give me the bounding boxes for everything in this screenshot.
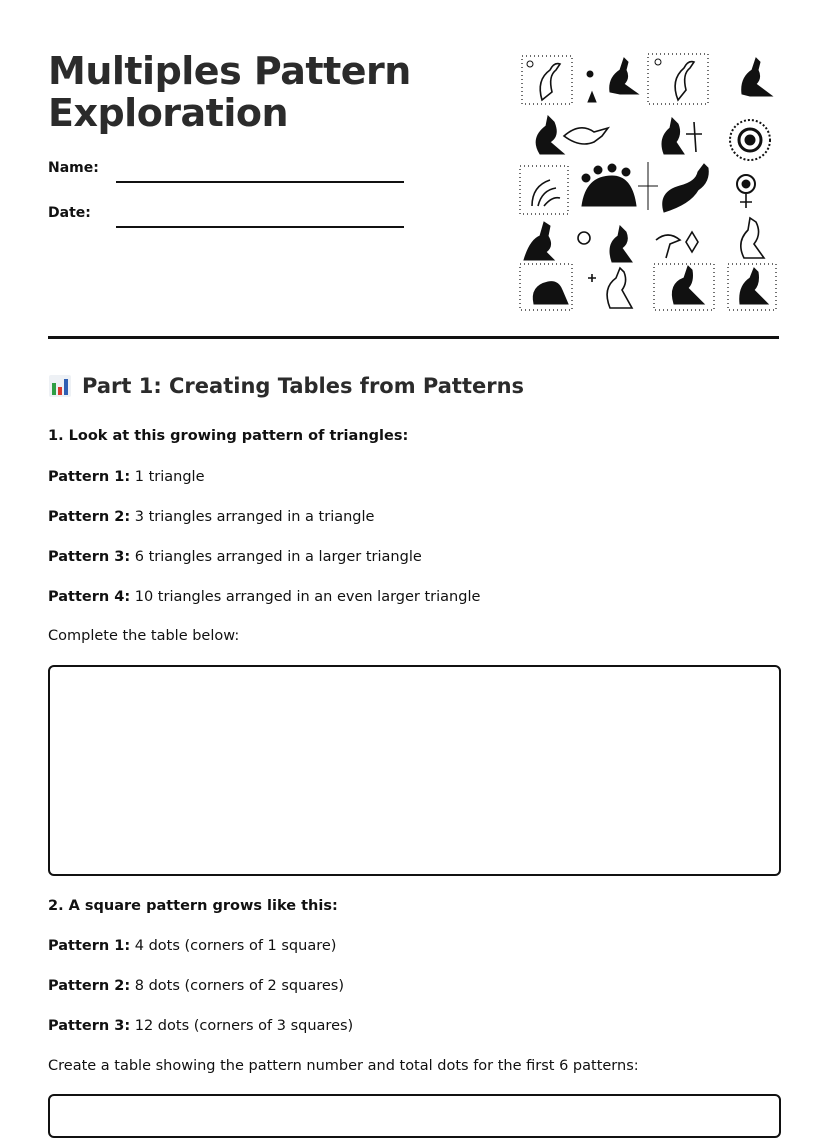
q2-answer-box[interactable] bbox=[48, 1094, 781, 1138]
pattern-text: 4 dots (corners of 1 square) bbox=[134, 938, 337, 954]
pattern-label: Pattern 4: bbox=[48, 589, 131, 605]
q2-instruction: Create a table showing the pattern number and total dots for the first 6 patterns: bbox=[48, 1058, 639, 1074]
worksheet-header bbox=[48, 0, 779, 338]
pattern-text: 10 triangles arranged in an even larger triangle bbox=[134, 589, 481, 605]
q1-prompt: 1. Look at this growing pattern of triangles: bbox=[48, 428, 409, 444]
q1-pattern-2 bbox=[48, 509, 374, 525]
pattern-label: Pattern 3: bbox=[48, 1018, 131, 1034]
pattern-label: Pattern 2: bbox=[48, 978, 131, 994]
pattern-text: 3 triangles arranged in a triangle bbox=[134, 509, 375, 525]
worksheet-title: Multiples Pattern Exploration bbox=[48, 49, 411, 135]
q2-prompt: 2. A square pattern grows like this: bbox=[48, 898, 338, 914]
q2-pattern-1 bbox=[48, 938, 336, 954]
q1-instruction: Complete the table below: bbox=[48, 628, 240, 644]
name-line[interactable] bbox=[116, 181, 404, 183]
pattern-text: 12 dots (corners of 3 squares) bbox=[134, 1018, 354, 1034]
worksheet-page bbox=[48, 0, 779, 1074]
name-field bbox=[48, 160, 99, 176]
pattern-label: Pattern 1: bbox=[48, 938, 131, 954]
part1-heading-text: Part 1: Creating Tables from Patterns bbox=[82, 374, 525, 398]
date-line[interactable] bbox=[116, 226, 404, 228]
decorative-kangaroo-art bbox=[514, 50, 778, 314]
name-label: Name: bbox=[48, 160, 99, 176]
date-label: Date: bbox=[48, 205, 91, 221]
q1-pattern-4 bbox=[48, 589, 480, 605]
q2-pattern-3 bbox=[48, 1018, 353, 1034]
header-divider bbox=[48, 336, 779, 339]
bar-chart-icon bbox=[48, 374, 72, 398]
pattern-label: Pattern 2: bbox=[48, 509, 131, 525]
date-field bbox=[48, 205, 91, 221]
pattern-text: 1 triangle bbox=[134, 469, 205, 485]
q1-answer-box[interactable] bbox=[48, 665, 781, 876]
q1-pattern-3 bbox=[48, 549, 422, 565]
pattern-text: 6 triangles arranged in a larger triangle bbox=[134, 549, 422, 565]
q2-pattern-2 bbox=[48, 978, 344, 994]
part1-heading bbox=[48, 374, 524, 398]
q1-pattern-1 bbox=[48, 469, 205, 485]
pattern-label: Pattern 1: bbox=[48, 469, 131, 485]
pattern-text: 8 dots (corners of 2 squares) bbox=[134, 978, 344, 994]
pattern-label: Pattern 3: bbox=[48, 549, 131, 565]
